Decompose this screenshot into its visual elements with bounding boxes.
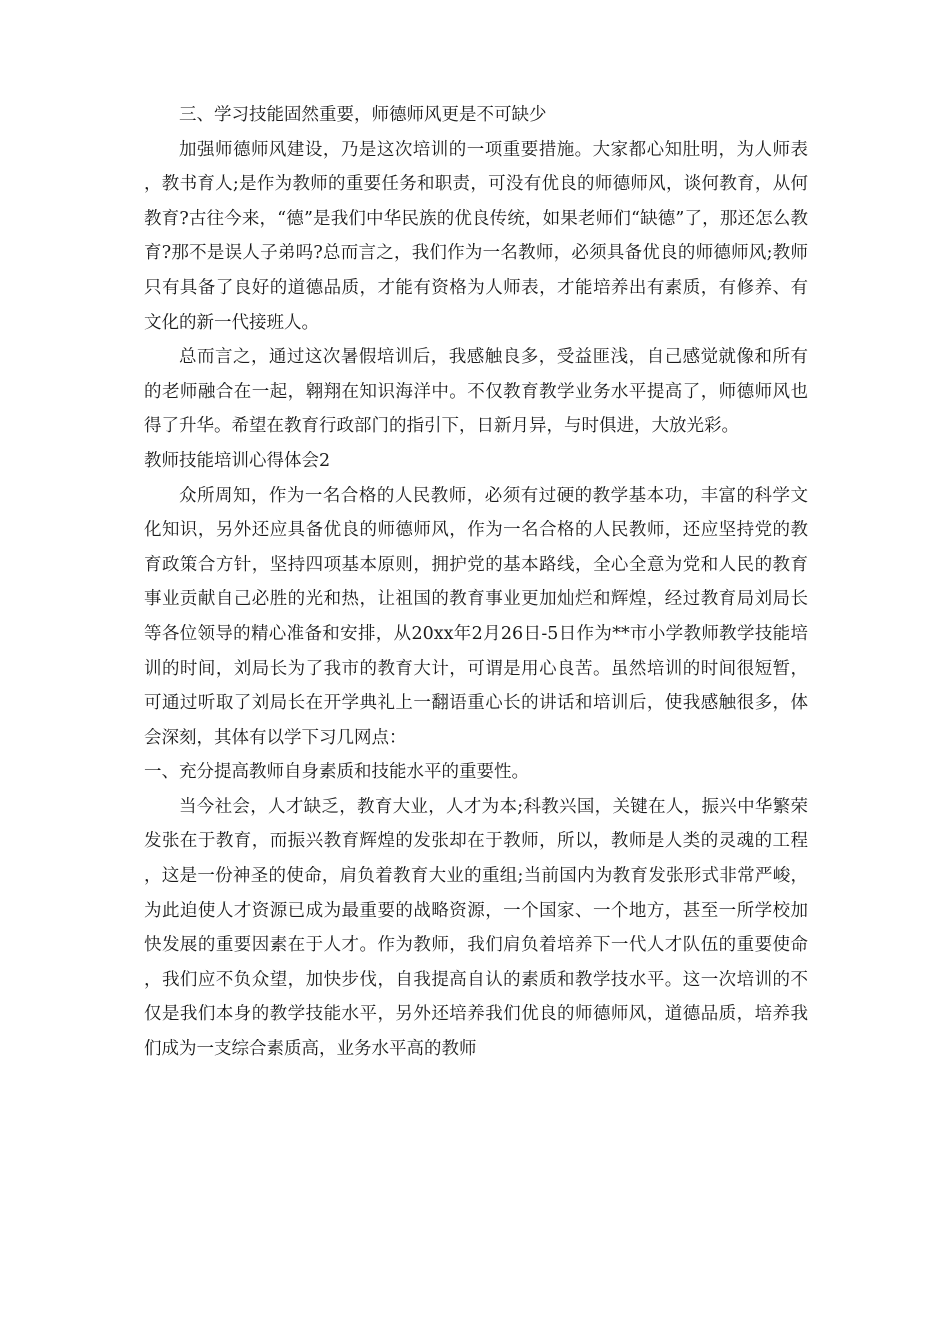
paragraph-society: 当今社会，人才缺乏，教育大业，人才为本;科教兴国，关键在人，振兴中华繁荣发张在于教育，而振兴教育辉煌的发张却在于教师，所以，教师是人类的灵魂的工程，这是一份神圣的使命，肩负着教育大业的重组;当前国内为教育发张形式非常严峻，为此迫使人才资源已成为最重要的战略资源，一个国家、一个地方，甚至一所学校加快发展的重要因素在于人才。作为教师，我们肩负着培养下一代人才队伍的重要使命，我们应不负众望，加快步伐，自我提高自认的素质和教学技水平。这一次培训的不仅是我们本身的教学技能水平，另外还培养我们优良的师德师风，道德品质，培养我们成为一支综合素质高，业务水平高的教师 bbox=[144, 796, 808, 1060]
paragraph-teacher-ethics: 加强师德师风建设，乃是这次培训的一项重要措施。大家都心知肚明，为人师表，教书育人;是作为教师的重要任务和职责，可没有优良的师德师风，谈何教育，从何教育?古往今来，“德”是我们中华民族的优良传统，如果老师们“缺德”了，那还怎么教育?那不是误人子弟吗?总而言之，我们作为一名教师，必须具备优良的师德师风;教师只有具备了良好的道德品质，才能有资格为人师表，才能培养出有素质，有修养、有文化的新一代接班人。 bbox=[144, 139, 808, 333]
section-heading-3: 三、学习技能固然重要，师德师风更是不可缺少 bbox=[179, 105, 547, 125]
paragraph-intro-2: 众所周知，作为一名合格的人民教师，必须有过硬的教学基本功，丰富的科学文化知识，另外还应具备优良的师德师风，作为一名合格的人民教师，还应坚持党的教育政策合方针，坚持四项基本原则，拥护党的基本路线，全心全意为党和人民的教育事业贡献自己必胜的光和热，让祖国的教育事业更加灿烂和辉煌，经过教育局刘局长等各位领导的精心准备和安排，从20xx年2月26日-5日作为**市小学教师教学技能培训的时间，刘局长为了我市的教育大计，可谓是用心良苦。虽然培训的时间很短暂，可通过听取了刘局长在开学典礼上一翻语重心长的讲话和培训后，使我感触很多，体会深刻，其体有以学下习几网点： bbox=[144, 485, 808, 748]
paragraph-summary: 总而言之，通过这次暑假培训后，我感触良多，受益匪浅，自己感觉就像和所有的老师融合在一起，翱翔在知识海洋中。不仅教育教学业务水平提高了，师德师风也得了升华。希望在教育行政部门的指引下，日新月异，与时俱进，大放光彩。 bbox=[144, 347, 808, 437]
article-title-2: 教师技能培训心得体会2 bbox=[144, 450, 331, 471]
section-heading-1: 一、充分提高教师自身素质和技能水平的重要性。 bbox=[144, 762, 529, 783]
document-body bbox=[144, 98, 808, 1067]
